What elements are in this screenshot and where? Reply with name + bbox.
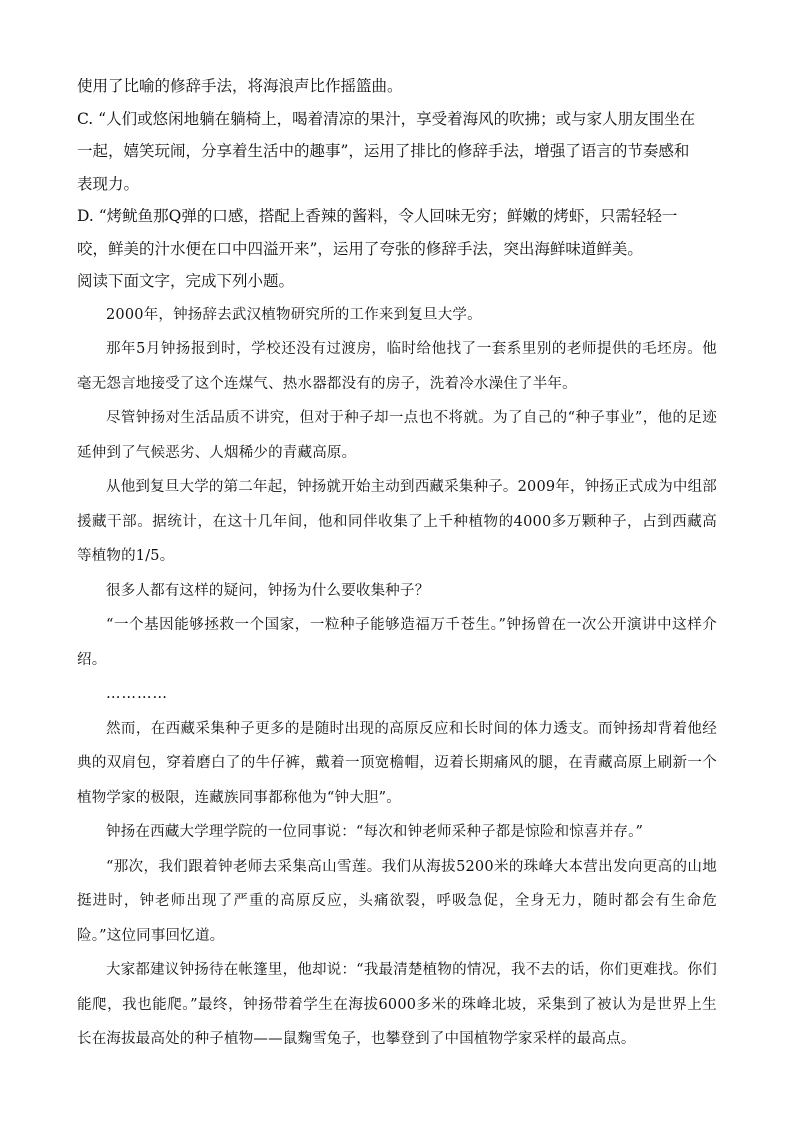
- question-options: [77, 70, 717, 265]
- option-c-line-3: 表现力。: [77, 174, 140, 193]
- option-c-line-1: C. “人们或悠闲地躺在躺椅上，喝着清凉的果汁，享受着海风的吹拂；或与家人朋友围坐在: [77, 109, 696, 128]
- passage-paragraph-7: 然而，在西藏采集种子更多的是随时出现的高原反应和长时间的体力透支。而钟扬却背着他经典的双肩包，穿着磨白了的牛仔裤，戴着一顶宽檐帽，迈着长期痛风的腿，在青藏高原上刷新一个植物学家的极限，连藏族同事都称他为“钟大胆”。: [77, 720, 717, 806]
- passage-paragraph-8: 钟扬在西藏大学理学院的一位同事说：“每次和钟老师采种子都是惊险和惊喜并存。”: [106, 824, 644, 840]
- option-d-line-2: 咬，鲜美的汁水便在口中四溢开来”，运用了夸张的修辞手法，突出海鲜味道鲜美。: [77, 239, 643, 258]
- option-b-tail: 使用了比喻的修辞手法，将海浪声比作摇篮曲。: [77, 77, 403, 95]
- passage-paragraph-10: 大家都建议钟扬待在帐篷里，他却说：“我最清楚植物的情况，我不去的话，你们更难找。你们能爬，我也能爬。”最终，钟扬带着学生在海拔6000多米的珠峰北坡，采集到了被认为是世界上生长在海拔最高处的种子植物——鼠麴雪兔子，也攀登到了中国植物学家采样的最高点。: [77, 962, 717, 1047]
- option-d-line-1: D. “烤鱿鱼那Q弹的口感，搭配上香辣的酱料，令人回味无穷；鲜嫩的烤虾，只需轻轻一: [77, 207, 678, 225]
- reading-instruction: 阅读下面文字，完成下列小题。: [77, 272, 295, 290]
- passage-paragraph-3: 尽管钟扬对生活品质不讲究，但对于种子却一点也不将就。为了自己的“种子事业”，他的足迹延伸到了气候恶劣、人烟稀少的青藏高原。: [77, 410, 717, 461]
- option-c-line-2: 一起，嬉笑玩闹，分享着生活中的趣事”，运用了排比的修辞手法，增强了语言的节奏感和: [77, 142, 690, 160]
- passage-ellipsis: …………: [106, 686, 168, 702]
- passage-paragraph-5: 很多人都有这样的疑问，钟扬为什么要收集种子？: [106, 582, 430, 599]
- reading-passage: [77, 298, 717, 1057]
- passage-paragraph-6: “一个基因能够拯救一个国家，一粒种子能够造福万千苍生。”钟扬曾在一次公开演讲中这样介绍。: [77, 617, 717, 668]
- passage-paragraph-9: “那次，我们跟着钟老师去采集高山雪莲。我们从海拔5200米的珠峰大本营出发向更高的山地挺进时，钟老师出现了严重的高原反应，头痛欲裂，呼吸急促，全身无力，随时都会有生命危险。”这位同事回忆道。: [77, 858, 717, 944]
- passage-paragraph-2: 那年5月钟扬报到时，学校还没有过渡房，临时给他找了一套系里别的老师提供的毛坯房。他毫无怨言地接受了这个连煤气、热水器都没有的房子，洗着冷水澡住了半年。: [77, 341, 717, 392]
- passage-paragraph-1: 2000年，钟扬辞去武汉植物研究所的工作来到复旦大学。: [106, 306, 482, 323]
- passage-paragraph-4: 从他到复旦大学的第二年起，钟扬就开始主动到西藏采集种子。2009年，钟扬正式成为中组部援藏干部。据统计，在这十几年间，他和同伴收集了上千种植物的4000多万颗种子，占到西藏高等植物的1/5。: [77, 479, 717, 564]
